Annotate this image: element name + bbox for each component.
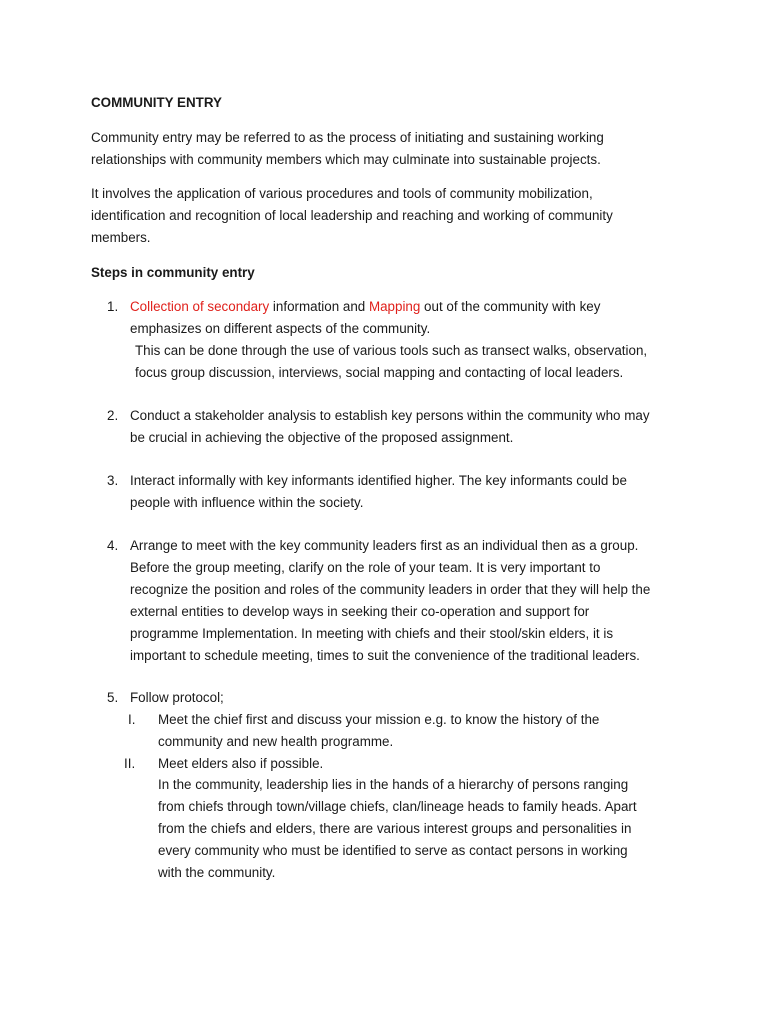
step-2-number: 2. <box>107 408 119 423</box>
step-1-highlight-collection: Collection of secondary <box>130 299 270 314</box>
step-4-line-1: Arrange to meet with the key community leaders first as an individual then as a group. <box>130 538 639 553</box>
intro-paragraph-2-line-3: members. <box>91 230 151 245</box>
intro-paragraph-2-line-1: It involves the application of various procedures and tools of community mobilization, <box>91 186 593 201</box>
step-5-subitem-2-line-3: from chiefs through town/village chiefs, clan/lineage heads to family heads. Apart <box>158 799 637 814</box>
step-4-line-4: external entities to develop ways in seeking their co-operation and support for <box>130 604 590 619</box>
document-title: COMMUNITY ENTRY <box>91 95 222 110</box>
step-5-subitem-1-line-1: Meet the chief first and discuss your mission e.g. to know the history of the <box>158 712 600 727</box>
step-1-line-2: emphasizes on different aspects of the community. <box>130 321 431 336</box>
step-1-number: 1. <box>107 299 119 314</box>
step-5-subitem-2-line-4: from the chiefs and elders, there are various interest groups and personalities in <box>158 821 632 836</box>
step-4-number: 4. <box>107 538 119 553</box>
step-5-subitem-2-number: II. <box>124 756 136 771</box>
step-4-line-6: important to schedule meeting, times to suit the convenience of the traditional leaders. <box>130 648 640 663</box>
step-1-text-a: information and <box>269 299 369 314</box>
step-1-first-line <box>130 298 600 316</box>
step-5-subitem-2-line-1: Meet elders also if possible. <box>158 756 324 771</box>
step-3-line-1: Interact informally with key informants identified higher. The key informants could be <box>130 473 627 488</box>
step-5-subitem-1-number: I. <box>128 712 136 727</box>
step-4-line-3: recognize the position and roles of the community leaders in order that they will help the <box>130 582 651 597</box>
step-2-line-1: Conduct a stakeholder analysis to establish key persons within the community who may <box>130 408 650 423</box>
step-3-number: 3. <box>107 473 119 488</box>
step-4-line-2: Before the group meeting, clarify on the role of your team. It is very important to <box>130 560 601 575</box>
step-1-extra-line-2: focus group discussion, interviews, social mapping and contacting of local leaders. <box>135 365 624 380</box>
step-5-number: 5. <box>107 690 119 705</box>
intro-paragraph-1-line-1: Community entry may be referred to as the process of initiating and sustaining working <box>91 130 604 145</box>
step-2-line-2: be crucial in achieving the objective of the proposed assignment. <box>130 430 514 445</box>
step-5-subitem-2-line-6: with the community. <box>158 865 276 880</box>
step-5-line-1: Follow protocol; <box>130 690 224 705</box>
step-5-subitem-1-line-2: community and new health programme. <box>158 734 394 749</box>
intro-paragraph-1-line-2: relationships with community members which may culminate into sustainable projects. <box>91 152 601 167</box>
step-5-subitem-2-line-5: every community who must be identified to serve as contact persons in working <box>158 843 628 858</box>
step-1-text-b: out of the community with key <box>420 299 601 314</box>
intro-paragraph-2-line-2: identification and recognition of local leadership and reaching and working of community <box>91 208 613 223</box>
step-3-line-2: people with influence within the society. <box>130 495 364 510</box>
step-5-subitem-2-line-2: In the community, leadership lies in the hands of a hierarchy of persons ranging <box>158 777 629 792</box>
step-4-line-5: programme Implementation. In meeting with chiefs and their stool/skin elders, it is <box>130 626 614 641</box>
step-1-highlight-mapping: Mapping <box>368 299 421 314</box>
step-1-extra-line-1: This can be done through the use of various tools such as transect walks, observation, <box>135 343 648 358</box>
steps-heading: Steps in community entry <box>91 265 255 280</box>
